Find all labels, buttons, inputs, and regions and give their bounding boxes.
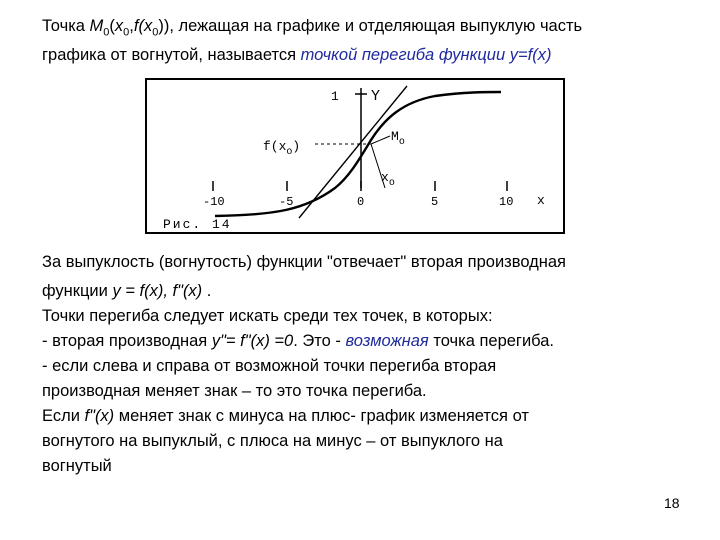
formula: y = f(x), f"(x) (112, 282, 203, 300)
M0-text: M (391, 129, 399, 144)
tangent-line (299, 86, 407, 218)
x-tick-label: 0 (357, 195, 365, 209)
intro-text: графика от вогнутой, называется (42, 46, 301, 64)
body-text: Если (42, 407, 85, 425)
x-tick-label: 10 (499, 195, 514, 209)
subscript: 0 (123, 26, 130, 39)
x-axis-label: x (537, 193, 545, 208)
formula: f"(x) (84, 407, 115, 425)
fx0-text: f(x (263, 139, 287, 154)
x-tick-label: -5 (279, 195, 294, 209)
intro-text: ( (109, 17, 115, 35)
intro-line-1 (42, 16, 582, 42)
x-tick-label: -10 (203, 195, 225, 209)
point-M: M (89, 17, 104, 35)
body-line-1: За выпуклость (вогнутость) функции "отвечает" вторая производная (42, 253, 566, 271)
subscript: 0 (103, 26, 110, 39)
definition-term: точкой перегиба функции y=f(x) (300, 46, 552, 64)
subscript: o (398, 137, 405, 148)
subscript: 0 (152, 26, 159, 39)
body-text: функции (42, 282, 113, 300)
body-line-7 (42, 406, 529, 426)
page-number: 18 (664, 495, 680, 511)
body-line-3: Точки перегиба следует искать среди тех точек, в которых: (42, 307, 493, 325)
body-text: . Это - (293, 332, 346, 350)
intro-text: , (129, 17, 134, 35)
fx0-text: ) (292, 139, 301, 154)
body-text: точка перегиба. (428, 332, 554, 350)
figure-frame (146, 79, 564, 233)
fx0-label (263, 139, 300, 158)
body-line-6: производная меняет знак – то это точка перегиба. (42, 382, 427, 400)
emphasis-possible: возможная (345, 332, 429, 350)
subscript: o (388, 178, 395, 189)
body-line-9: вогнутый (42, 457, 112, 475)
intro-line-2 (42, 45, 551, 65)
x0-label (381, 170, 395, 189)
figure-caption: Рис. 14 (163, 217, 232, 232)
body-text: меняет знак с минуса на плюс- график изменяется от (114, 407, 529, 425)
body-line-4 (42, 331, 554, 351)
inflection-figure (145, 78, 565, 234)
func-f: f(x (133, 17, 153, 35)
x0-text: x (381, 170, 389, 185)
intro-text: )), лежащая на графике и отделяющая выпуклую часть (158, 17, 583, 35)
body-text: - вторая производная (42, 332, 212, 350)
body-text: . (202, 282, 212, 300)
x-tick-label: 5 (431, 195, 439, 209)
body-line-5: - если слева и справа от возможной точки перегиба вторая (42, 357, 497, 375)
M0-label (391, 129, 405, 148)
body-line-8: вогнутого на выпуклый, с плюса на минус – от выпуклого на (42, 432, 503, 450)
formula: y"= f"(x) =0 (211, 332, 294, 350)
body-line-2 (42, 281, 211, 301)
intro-text: Точка (42, 17, 90, 35)
y-tick-label: 1 (331, 89, 339, 104)
var-x: x (114, 17, 124, 35)
y-axis-label: Y (371, 88, 381, 105)
subscript: o (286, 147, 293, 158)
